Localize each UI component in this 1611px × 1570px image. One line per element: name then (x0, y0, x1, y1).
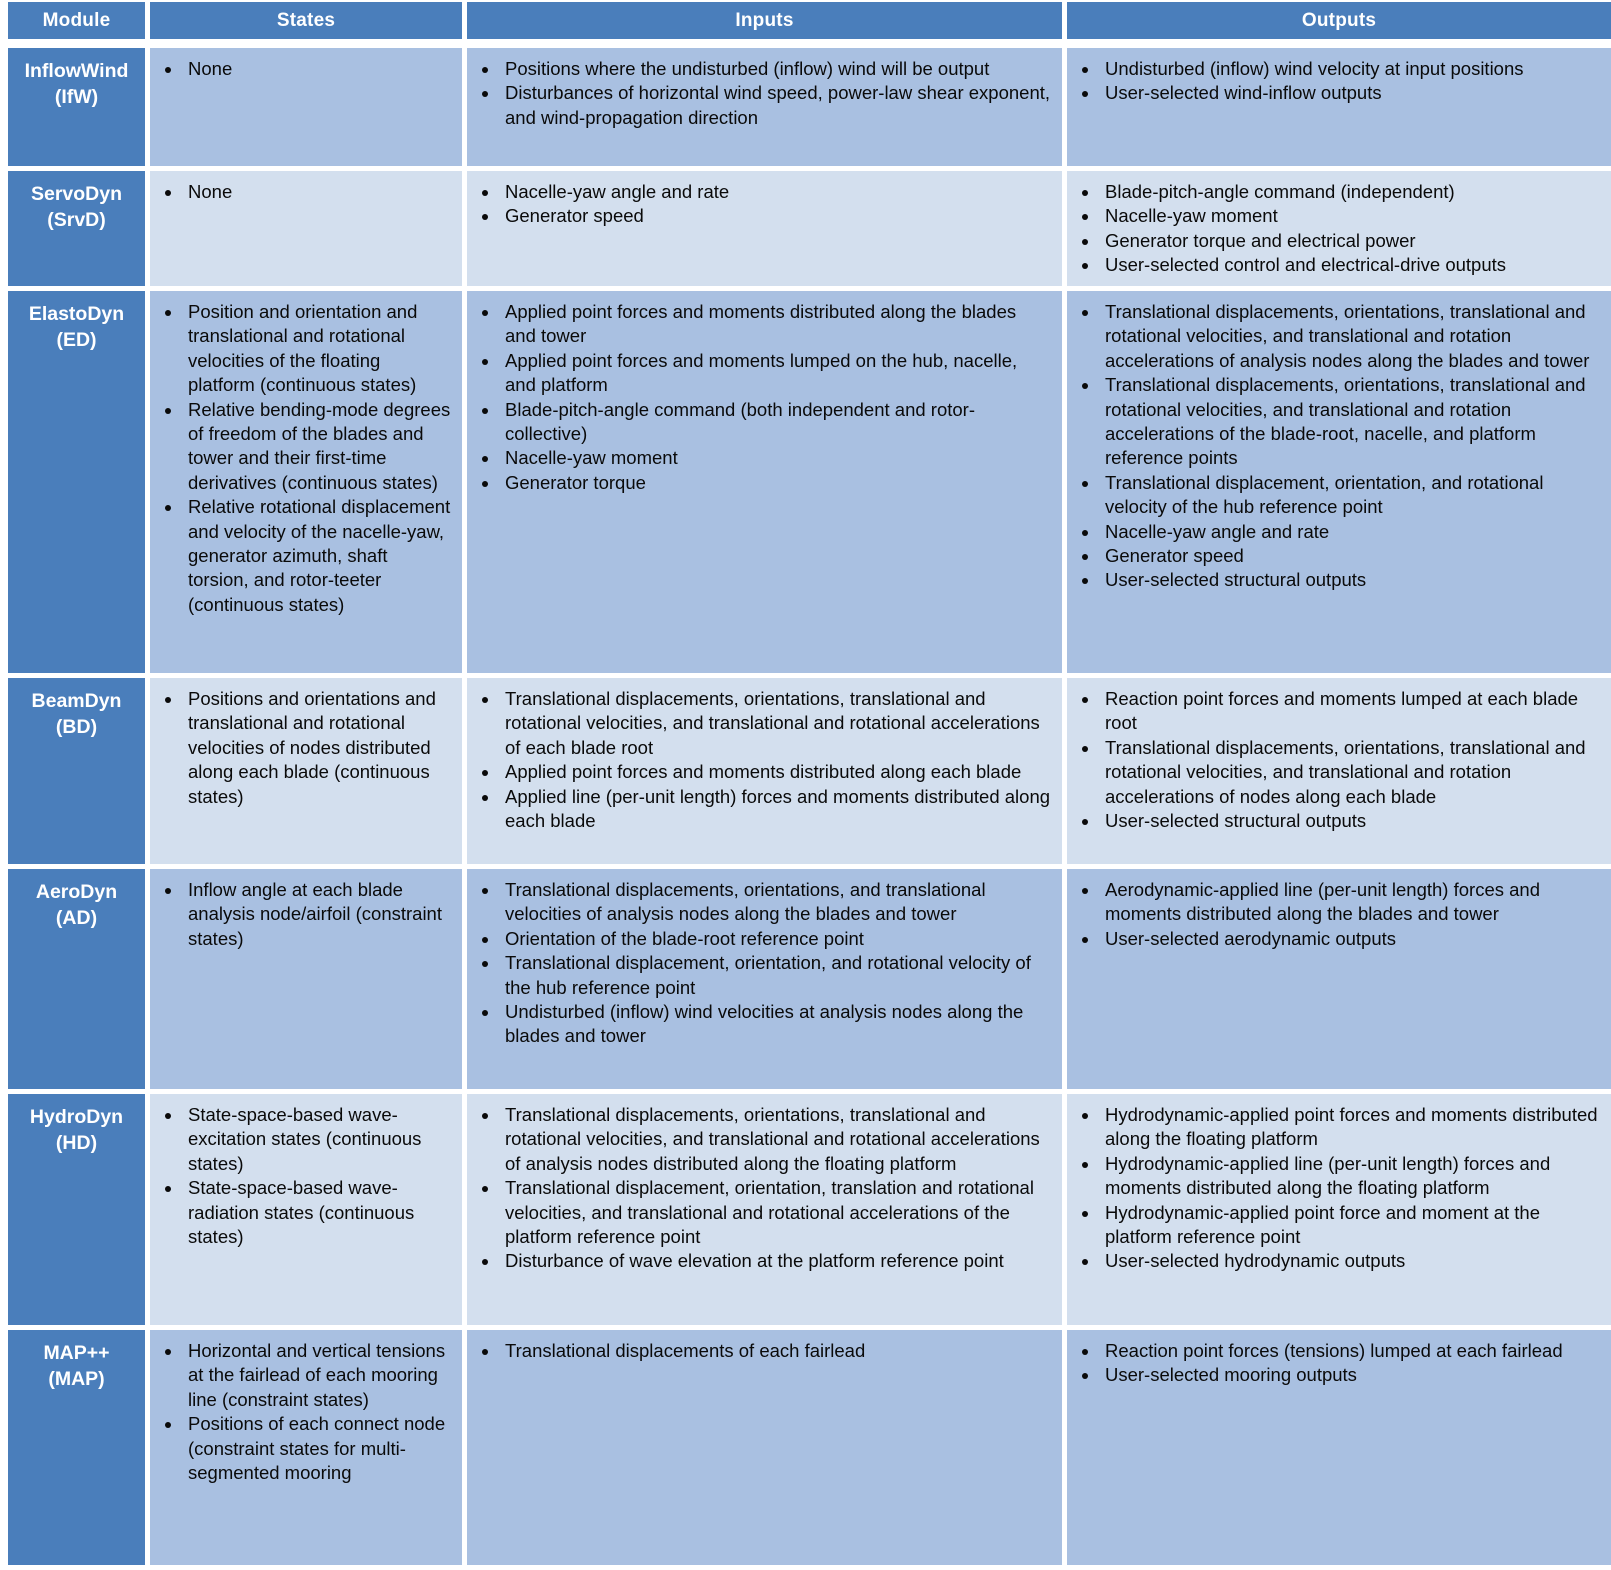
inputs-cell (467, 869, 1062, 1089)
module-cell (8, 678, 145, 864)
bullet-item: • Hydrodynamic-applied point forces and moments distributed along the floating platform (1100, 1103, 1601, 1152)
inputs-cell (467, 1094, 1062, 1325)
outputs-list (1067, 687, 1601, 833)
module-cell (8, 1330, 145, 1565)
outputs-list (1067, 1103, 1601, 1274)
inputs-cell (467, 1330, 1062, 1565)
module-cell (8, 171, 145, 286)
bullet-item: • State-space-based wave-excitation states (continuous states) (183, 1103, 452, 1176)
bullet-item: • State-space-based wave-radiation states (continuous states) (183, 1176, 452, 1249)
bullet-item: • None (183, 57, 452, 81)
bullet-item: • Applied line (per-unit length) forces and moments distributed along each blade (500, 785, 1052, 834)
bullet-item: • Undisturbed (inflow) wind velocities at analysis nodes along the blades and tower (500, 1000, 1052, 1049)
bullet-item: • User-selected structural outputs (1100, 568, 1601, 592)
inputs-list (467, 1339, 1052, 1363)
states-cell (150, 678, 462, 864)
states-cell (150, 869, 462, 1089)
bullet-item: • Reaction point forces and moments lumped at each blade root (1100, 687, 1601, 736)
bullet-item: • Translational displacement, orientation, and rotational velocity of the hub reference point (1100, 471, 1601, 520)
bullet-item: • Translational displacement, orientation, and rotational velocity of the hub reference point (500, 951, 1052, 1000)
column-header-states: States (150, 2, 462, 39)
column-header-outputs: Outputs (1067, 2, 1611, 39)
bullet-item: • Aerodynamic-applied line (per-unit length) forces and moments distributed along the blades and tower (1100, 878, 1601, 927)
bullet-item: • Nacelle-yaw angle and rate (1100, 520, 1601, 544)
column-header-inputs: Inputs (467, 2, 1062, 39)
states-cell (150, 171, 462, 286)
bullet-item: • User-selected structural outputs (1100, 809, 1601, 833)
bullet-item: • Translational displacements, orientations, translational and rotational velocities, and translational and rotational accelerations of each blade root (500, 687, 1052, 760)
bullet-item: • Orientation of the blade-root reference point (500, 927, 1052, 951)
module-name: InflowWind (24, 60, 129, 82)
outputs-list (1067, 878, 1601, 951)
inputs-list (467, 1103, 1052, 1274)
module-abbr: (ED) (56, 329, 97, 352)
bullet-item: • User-selected control and electrical-drive outputs (1100, 253, 1601, 277)
bullet-item: • Generator speed (1100, 544, 1601, 568)
table-row (8, 291, 1611, 673)
bullet-item: • Generator speed (500, 204, 1052, 228)
column-header-module: Module (8, 2, 145, 39)
bullet-item: • Positions of each connect node (constraint states for multi-segmented mooring (183, 1412, 452, 1485)
bullet-item: • Undisturbed (inflow) wind velocity at input positions (1100, 57, 1601, 81)
module-abbr: (IfW) (54, 86, 99, 109)
bullet-item: • Blade-pitch-angle command (both independent and rotor-collective) (500, 398, 1052, 447)
table-body (8, 48, 1611, 1565)
inputs-list (467, 180, 1052, 229)
module-cell (8, 869, 145, 1089)
bullet-item: • Applied point forces and moments distributed along each blade (500, 760, 1052, 784)
bullet-item: • Generator torque (500, 471, 1052, 495)
bullet-item: • Translational displacements, orientations, translational and rotational velocities, and translational and rotation accelerations of analysis nodes along the blades and tower (1100, 300, 1601, 373)
table-row (8, 678, 1611, 864)
bullet-item: • Relative rotational displacement and velocity of the nacelle-yaw, generator azimuth, shaft torsion, and rotor-teeter (continuous states) (183, 495, 452, 617)
bullet-item: • User-selected mooring outputs (1100, 1363, 1601, 1387)
module-abbr: (HD) (55, 1132, 98, 1155)
inputs-list (467, 878, 1052, 1049)
inputs-list (467, 57, 1052, 130)
inputs-cell (467, 291, 1062, 673)
bullet-item: • Translational displacements, orientations, and translational velocities of analysis nodes along the blades and tower (500, 878, 1052, 927)
bullet-item: • User-selected hydrodynamic outputs (1100, 1249, 1601, 1273)
outputs-list (1067, 180, 1601, 278)
module-abbr: (BD) (55, 716, 98, 739)
states-cell (150, 291, 462, 673)
outputs-cell (1067, 1094, 1611, 1325)
module-name: AeroDyn (35, 881, 118, 903)
module-name: ElastoDyn (28, 303, 125, 325)
inputs-list (467, 687, 1052, 833)
states-cell (150, 1094, 462, 1325)
module-name: ServoDyn (30, 183, 123, 205)
module-abbr: (SrvD) (47, 209, 106, 232)
outputs-cell (1067, 171, 1611, 286)
inputs-cell (467, 171, 1062, 286)
bullet-item: • Translational displacements, orientations, translational and rotational velocities, and translational and rotational accelerations of analysis nodes distributed along the floating platform (500, 1103, 1052, 1176)
states-list (150, 180, 452, 204)
bullet-item: • Nacelle-yaw moment (500, 446, 1052, 470)
bullet-item: • Disturbance of wave elevation at the platform reference point (500, 1249, 1052, 1273)
bullet-item: • Positions where the undisturbed (inflow) wind will be output (500, 57, 1052, 81)
outputs-cell (1067, 48, 1611, 166)
inputs-cell (467, 678, 1062, 864)
bullet-item: • Relative bending-mode degrees of freedom of the blades and tower and their first-time derivatives (continuous states) (183, 398, 452, 496)
inputs-cell (467, 48, 1062, 166)
module-cell (8, 1094, 145, 1325)
states-cell (150, 48, 462, 166)
outputs-cell (1067, 869, 1611, 1089)
bullet-item: • Hydrodynamic-applied line (per-unit length) forces and moments distributed along the floating platform (1100, 1152, 1601, 1201)
bullet-item: • Translational displacements, orientations, translational and rotational velocities, and translational and rotation accelerations of nodes along each blade (1100, 736, 1601, 809)
module-abbr: (AD) (55, 907, 98, 930)
bullet-item: • User-selected wind-inflow outputs (1100, 81, 1601, 105)
bullet-item: • Horizontal and vertical tensions at the fairlead of each mooring line (constraint states) (183, 1339, 452, 1412)
bullet-item: • None (183, 180, 452, 204)
module-cell (8, 48, 145, 166)
outputs-list (1067, 300, 1601, 593)
table-row (8, 171, 1611, 286)
bullet-item: • Position and orientation and translational and rotational velocities of the floating platform (continuous states) (183, 300, 452, 398)
states-list (150, 300, 452, 617)
bullet-item: • Generator torque and electrical power (1100, 229, 1601, 253)
outputs-cell (1067, 678, 1611, 864)
bullet-item: • Reaction point forces (tensions) lumped at each fairlead (1100, 1339, 1601, 1363)
states-cell (150, 1330, 462, 1565)
bullet-item: • Translational displacements, orientations, translational and rotational velocities, and translational and rotation accelerations of the blade-root, nacelle, and platform reference points (1100, 373, 1601, 471)
table-row (8, 48, 1611, 166)
bullet-item: • Hydrodynamic-applied point force and moment at the platform reference point (1100, 1201, 1601, 1250)
bullet-item: • Translational displacements of each fairlead (500, 1339, 1052, 1363)
inputs-list (467, 300, 1052, 495)
module-cell (8, 291, 145, 673)
module-name: MAP++ (43, 1342, 110, 1364)
table-row (8, 1330, 1611, 1565)
outputs-list (1067, 1339, 1601, 1388)
module-name: BeamDyn (31, 690, 122, 712)
bullet-item: • Applied point forces and moments distributed along the blades and tower (500, 300, 1052, 349)
bullet-item: • Applied point forces and moments lumped on the hub, nacelle, and platform (500, 349, 1052, 398)
bullet-item: • Blade-pitch-angle command (independent) (1100, 180, 1601, 204)
outputs-list (1067, 57, 1601, 106)
outputs-cell (1067, 1330, 1611, 1565)
states-list (150, 1339, 452, 1485)
table-row (8, 1094, 1611, 1325)
states-list (150, 57, 452, 81)
bullet-item: • Translational displacement, orientation, translation and rotational velocities, and translational and rotational accelerations of the platform reference point (500, 1176, 1052, 1249)
bullet-item: • User-selected aerodynamic outputs (1100, 927, 1601, 951)
states-list (150, 1103, 452, 1249)
states-list (150, 687, 452, 809)
bullet-item: • Inflow angle at each blade analysis node/airfoil (constraint states) (183, 878, 452, 951)
bullet-item: • Disturbances of horizontal wind speed, power-law shear exponent, and wind-propagation direction (500, 81, 1052, 130)
states-list (150, 878, 452, 951)
table-header-row (8, 2, 1611, 39)
outputs-cell (1067, 291, 1611, 673)
module-abbr: (MAP) (48, 1368, 105, 1391)
module-name: HydroDyn (29, 1106, 124, 1128)
table-row (8, 869, 1611, 1089)
bullet-item: • Nacelle-yaw angle and rate (500, 180, 1052, 204)
bullet-item: • Nacelle-yaw moment (1100, 204, 1601, 228)
bullet-item: • Positions and orientations and translational and rotational velocities of nodes distributed along each blade (continuous states) (183, 687, 452, 809)
